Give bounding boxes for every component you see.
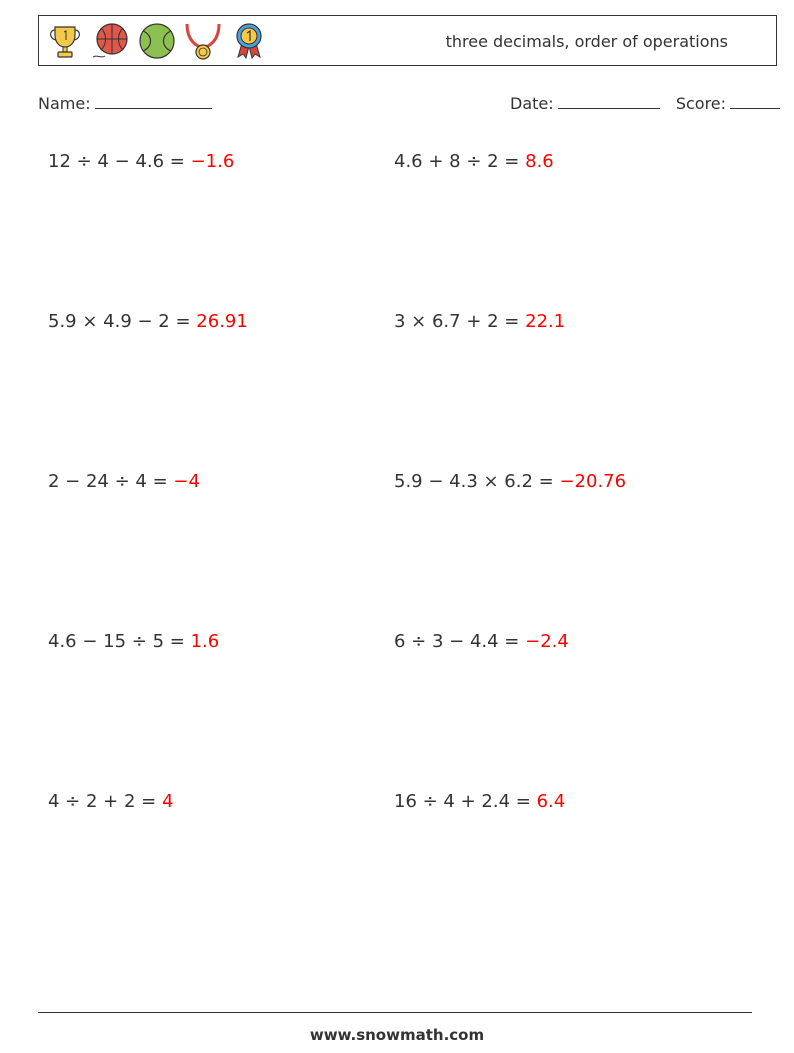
problem (394, 630, 569, 654)
name-blank (95, 90, 212, 109)
problem-answer: 1.6 (190, 631, 220, 652)
problem-expression: 2 − 24 ÷ 4 = (48, 471, 168, 492)
problem-answer: 4 (161, 791, 174, 812)
problem (48, 470, 200, 494)
footer-url: www.snowmath.com (309, 1026, 485, 1044)
problem-expression: 4.6 + 8 ÷ 2 = (394, 151, 520, 172)
problem-answer: −2.4 (525, 631, 569, 652)
header-box (38, 15, 777, 66)
basketball-icon (91, 21, 131, 61)
score-label: Score: (675, 94, 727, 113)
date-score-fields (510, 90, 780, 116)
problem-answer: −20.76 (559, 471, 627, 492)
footer-divider (38, 1012, 752, 1013)
problem-expression: 5.9 × 4.9 − 2 = (48, 311, 191, 332)
problem (48, 150, 234, 174)
problem-answer: 22.1 (525, 311, 566, 332)
problem-expression: 16 ÷ 4 + 2.4 = (394, 791, 531, 812)
trophy-icon (45, 21, 85, 61)
problem-expression: 4.6 − 15 ÷ 5 = (48, 631, 185, 652)
problem-expression: 4 ÷ 2 + 2 = (48, 791, 157, 812)
award-ribbon-icon (229, 21, 269, 61)
problem-answer: 26.91 (196, 311, 248, 332)
name-label: Name: (38, 94, 91, 113)
problem-answer: −4 (173, 471, 200, 492)
header-icons (45, 21, 269, 61)
tennis-ball-icon (137, 21, 177, 61)
problem-answer: 8.6 (525, 151, 554, 172)
date-blank (558, 90, 660, 109)
problem-answer: 6.4 (536, 791, 566, 812)
problem-answer: −1.6 (190, 151, 235, 172)
score-blank (730, 90, 780, 109)
problem (48, 630, 219, 654)
problem (394, 150, 554, 174)
date-label: Date: (510, 94, 554, 113)
name-field (38, 90, 212, 116)
medal-icon (183, 21, 223, 61)
problem-expression: 5.9 − 4.3 × 6.2 = (394, 471, 554, 492)
problem-expression: 3 × 6.7 + 2 = (394, 311, 520, 332)
problem-expression: 12 ÷ 4 − 4.6 = (48, 151, 185, 172)
worksheet-title: three decimals, order of operations (445, 32, 728, 51)
problem (394, 470, 626, 494)
problem (48, 790, 173, 814)
problem (48, 310, 248, 334)
problem (394, 310, 565, 334)
problem-expression: 6 ÷ 3 − 4.4 = (394, 631, 520, 652)
problem (394, 790, 565, 814)
